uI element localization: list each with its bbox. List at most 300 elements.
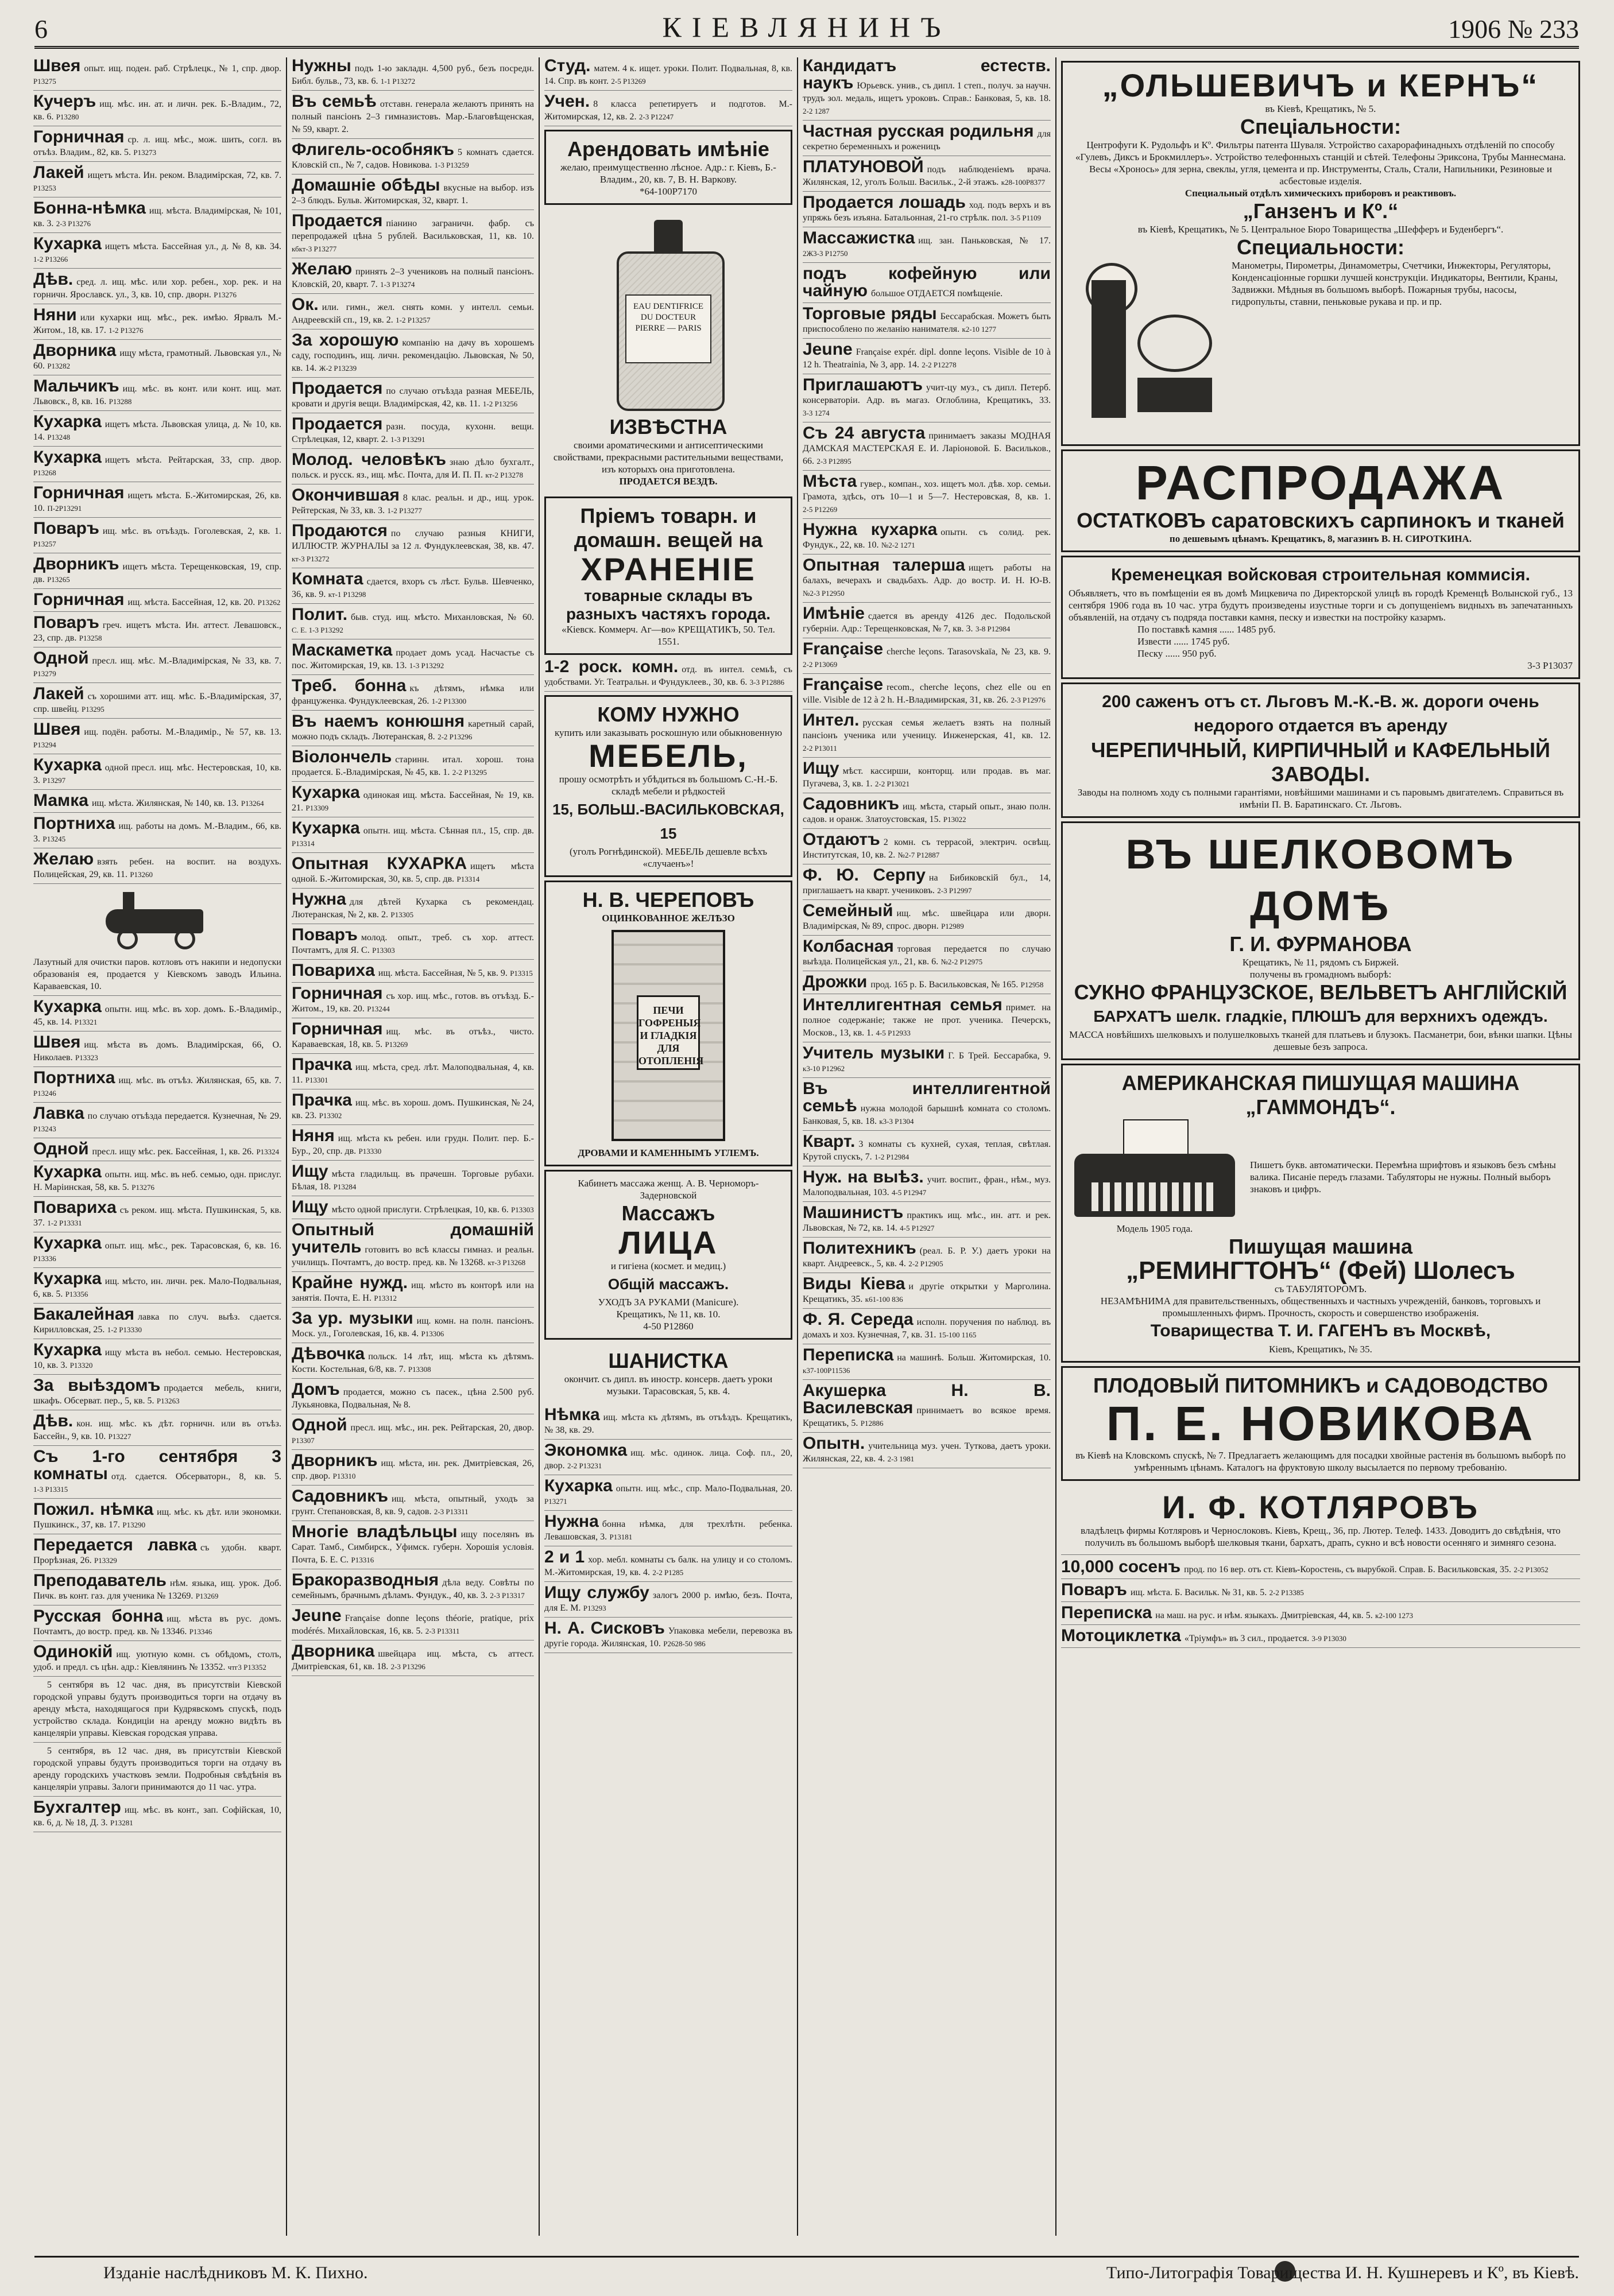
classified-ad [292,212,534,258]
ad-lead: Мотоциклетка [1061,1626,1181,1645]
ad-lead: Переписка [803,1345,894,1364]
column-5 [1056,57,1585,2236]
ad-lead: Учен. [544,92,590,111]
ad-code: 1-2 Р13276 [109,326,144,335]
ad-lead: Прачка [292,1091,352,1110]
ad-code: 3-3 Р12886 [749,678,785,687]
ad-lead: Садовникъ [803,794,899,813]
ad-lead: Дѣвочка [292,1344,365,1363]
ad-code: Р13263 [156,1397,180,1405]
classified-ad [33,1572,281,1605]
ad-code: №2-2 Р12975 [940,957,983,966]
ad-lead: Повариха [33,1198,117,1217]
ad-text: Центрофуги К. Рудольфъ и Кº. Фильтры патента Шуваля. Устройство сахарорафинадныхъ отдѣленій по способу «Гулевъ, Диксъ и Брокмиллеръ». Устройство телефонныхъ станцій и сѣтей. Телефоны Эриксона, Трубы Маннесмана. Весы «Хронось» для зерна, свеклы, угля, цемента и пр. Инструменты, Сталь, Стали, Напильники, Резиновые и асбестовые изделія. [1075,139,1566,187]
ad-lead: Студ. [544,57,591,75]
ad-title: „Ганзенъ и Кº.“ [1243,199,1399,223]
ad-code: 2-2 Р13296 [438,732,473,741]
ad-body: ср. л. ищ. мѣс., мож. шить, согл. въ отъѣз. Владим., 82, кв. 5. [33,135,281,157]
page-number: 6 [34,14,48,44]
ad-text: прошу осмотрѣть и убѣдиться въ большомъ С.-Н.-Б. складѣ мебели и рѣдкостей [559,774,778,797]
ad-lead: Экономка [544,1441,628,1460]
classified-ad [803,305,1051,339]
ad-lead: Jeune [292,1606,342,1625]
ad-body: греч. ищетъ мѣста. Ин. аттест. Левашовск., 23, спр. дв. [33,620,281,643]
ad-body: съ хор. ищ. мѣс., готов. въ отъѣзд. Б.-Житом., 19, кв. 20. [292,991,534,1014]
ad-code: Р13309 [305,804,329,812]
ad-lead: Нужны [292,57,351,75]
ad-body: Лазутный для очистки паров. котловъ отъ накипи и недопуски образованія ея, продается у Кіевскомъ заводъ Ильина. Караваевская, 10. [33,957,281,991]
ad-code: Р13295 [82,705,104,713]
ad-code: 2-3 Р12895 [816,457,851,466]
ad-body: 2 комн. съ террасой, электрич. освѣщ. Институтская, 10, кв. 2. [803,837,1051,860]
ad-lead: подъ кофейную или чайную [803,264,1051,300]
classified-ad [33,1448,281,1499]
classified-ad [33,1643,281,1677]
ad-code: Р13308 [408,1365,431,1374]
classified-ad [292,606,534,639]
ad-lead: Виды Кіева [803,1274,905,1293]
ad-lead: Нужна [544,1512,599,1531]
ad-body: нужна молодой барышнѣ комната со столомъ. Банковая, 5, кв. 18. [803,1104,1051,1126]
classified-ad [292,451,534,484]
ad-code: 15-100 1165 [938,1331,977,1339]
ad-code: 3-3 Р13037 [1527,660,1573,671]
classified-ad [33,851,281,884]
ad-lead: Преподаватель [33,1571,167,1590]
ad-headline: И. Ф. КОТЛЯРОВЪ [1162,1489,1479,1525]
classified-ad [803,230,1051,263]
ad-body: на Бибиковскій бул., 14, приглашаетъ на кварт. учениковъ. [803,873,1051,895]
silk-house-ad [1061,821,1580,1060]
ad-body: ищ. мѣс. одинок. лица. Соф. пл., 20, двор. [544,1448,792,1471]
kotlyarov-ad [1061,1484,1580,1555]
ad-body: ищ. мѣста, ин. рек. Дмитріевская, 26, спр. двор. [292,1459,534,1481]
ad-code: Р13268 [33,468,56,477]
classified-ad [292,1523,534,1569]
ad-code: Р13320 [69,1361,93,1370]
ad-body: ищетъ мѣста. Ин. реком. Владимірская, 72, кв. 7. [87,170,281,180]
ad-code: 1-3 Р13315 [33,1485,68,1494]
ad-lead: Кухарка [33,997,102,1016]
ad-body: молод. опыт., треб. съ хор. аттест. Почтамтъ, для Я. С. [292,933,534,955]
ad-lead: Ок. [292,295,319,314]
classified-ad [292,642,534,675]
commission-ad [1061,556,1580,679]
ad-body: бонна нѣмка, для трехлѣтн. ребенка. Левашовская, 3. [544,1519,792,1542]
ad-body: ищ. мѣста. Бассейная, № 5, кв. 9. [378,968,508,978]
ad-code: Р13273 [133,148,157,157]
ad-code: Р13281 [110,1818,133,1827]
ad-code: №2-3 Р12950 [803,589,845,598]
boiler-cleaner-ad [33,889,281,996]
ad-lead: За хорошую [292,331,399,350]
ad-code: 2-2 Р12905 [908,1259,943,1268]
ad-code: 2Ж3-3 Р12750 [803,249,848,258]
ad-title: КОМУ НУЖНО [597,703,740,726]
classified-ad [803,158,1051,192]
ad-body: ищу поселянъ въ Сарат. Тамб., Симбирск., Уфимск. губерн. Хорошія условія. Почта, Б. Е. С. [292,1530,534,1565]
classified-ad [292,1643,534,1676]
classified-ad [292,962,534,983]
ad-lead: Française [803,675,884,694]
ad-lead: Горничная [33,590,125,609]
classified-ad [803,341,1051,374]
ad-body: на машинѣ. Больш. Житомирская, 10. [897,1353,1051,1363]
classified-ad [803,377,1051,422]
classified-ad [33,93,281,126]
ad-code: №2-7 Р12887 [897,851,940,859]
classified-ad [292,1274,534,1308]
ad-body: ищ. мѣста, сред. лѣт. Малоподвальная, 4, кв. 11. [292,1062,534,1085]
classified-ad [292,1310,534,1343]
ad-lead: Швея [33,720,81,739]
ad-lead: Кухарка [33,1340,102,1359]
ad-code: 2-5 Р12269 [803,505,838,514]
ad-body: дѣла веду. Совѣты по семейнымъ, брачнымъ дѣламъ. Фундук., 40, кв. 3. [292,1578,534,1600]
ad-lead: Поваръ [1061,1580,1127,1599]
ad-subtitle: Спеціальности: [1240,115,1401,138]
ad-body: мѣста гладильщ. въ прачешн. Торговые рубахи. Бѣлая, 18. [292,1169,534,1192]
ad-text: товарные склады въ разныхъ частяхъ города. [566,587,771,623]
ad-lead: Учитель музыки [803,1044,945,1062]
ad-lead: Няни [33,305,77,324]
ad-lead: Дворника [292,1642,375,1661]
ad-code: 4-5 Р12947 [891,1188,927,1197]
classified-ad [803,1240,1051,1273]
classified-ad [292,926,534,960]
ad-body: ищ. мѣс. швейцара или дворн. Владимірская, № 89, спрос. дворн. [803,909,1051,931]
ad-code: Р13302 [319,1111,342,1120]
ad-lead: Кухарка [33,448,102,467]
classified-ad [292,784,534,817]
ad-body: Française expér. dipl. donne leçons. Visible de 10 à 12 h. Theatrainia, № 3, арр. 14. [803,347,1051,370]
ad-body: по случаю разныя КНИГИ, ИЛЛЮСТР. ЖУРНАЛЫ за 12 л. Фундуклеевская, 38, кв. 47. [292,529,534,551]
classified-ad [33,591,281,612]
ad-lead: Мѣста [803,472,857,491]
classified-ad [292,1381,534,1414]
estate-rental-ad [544,130,792,205]
classified-ad [33,757,281,790]
ad-body: ищетъ мѣста. Терещенковская, 19, спр. дв. [33,562,281,584]
ad-text: БАРХАТЪ шелк. гладкіе, ПЛЮШЪ для верхнихъ одеждъ. [1093,1007,1548,1025]
classified-ad [33,1799,281,1832]
ad-lead: Пожил. нѣмка [33,1500,154,1519]
ad-text: ДРОВАМИ И КАМЕННЫМЪ УГЛЕМЪ. [578,1147,759,1158]
ad-lead: 2 и 1 [544,1548,585,1566]
ad-body: ищ. подён. работы. М.-Владимір., № 57, кв. 13. [84,727,281,737]
ad-body: ищ. мѣс. въ отъѣздъ. Гоголевская, 2, кв. 1. [102,526,281,536]
ad-body: ищетъ мѣста. Львовская улица, д. № 10, кв. 14. [33,420,281,442]
ad-body: 3 комнаты съ кухней, сухая, теплая, свѣтлая. Крутой спускъ, 7. [803,1139,1051,1162]
ad-lead: Дрожки [803,972,868,991]
ad-body: пресл. ищ. мѣс. М.-Владимірская, № 33, кв. 7. [92,656,281,666]
column-4 [798,57,1056,2236]
ad-title: Кременецкая войсковая строительная коммисія. [1111,565,1530,584]
column-1 [29,57,287,2236]
ad-code: 4-50 Р12860 [643,1321,694,1332]
ad-body: готовитъ во всѣ классы гимназ. и реальн. училищъ. Почтамтъ, до востр. пред. кв. № 13268. [292,1245,534,1267]
stove-door-label: ПЕЧИ ГОФРЕНЫЯ И ГЛАДКІЯ ДЛЯ ОТОПЛЕНІЯ [637,995,700,1070]
ad-code: Р13346 [189,1627,212,1636]
ad-lead: Кухарка [292,819,360,837]
stove-illustration [611,930,725,1141]
ad-body: ищ. мѣс. къ дѣт. или экономки. Пушкинск., 37, кв. 17. [33,1507,281,1530]
ad-lead: Мальчикъ [33,377,119,395]
ad-body: компанію на дачу въ хорошемъ саду, господинъ, ищ. личн. рекомендацію. Львовская, № 50, кв. 14. [292,338,534,373]
classified-ad [33,1270,281,1304]
ad-code: Р13260 [130,870,153,879]
ad-body: отд. сдается. Обсерваторн., 8, кв. 5. [111,1472,281,1481]
ad-code: 1-2 Р13257 [396,316,431,324]
ad-title: Г. И. ФУРМАНОВА [1229,932,1412,956]
classified-ad [292,571,534,604]
classified-ad [33,650,281,683]
music-teacher-ad [544,1343,792,1403]
ad-body: (реал. Б. Р. У.) даетъ уроки на кварт. Андреевск., 5, кв. 4. [803,1246,1051,1269]
ad-body: ищ. работы на домъ. М.-Владим., 66, кв. 3. [33,821,281,844]
classified-ad [803,1080,1051,1131]
ad-code: 2-3 Р12247 [638,113,674,121]
hammond-typewriter-ad [1061,1064,1580,1363]
ad-body: подъ наблюденіемъ врача. Жилянская, 12, уголъ Больш. Васильк., 2-й этажъ. [803,165,1051,187]
ad-body: отд. въ интел. семьѣ, съ удобствами. Уг. Театральн. и Фундуклеев., 30, кв. 6. [544,665,792,687]
classified-ad [803,902,1051,936]
ad-body: для секретно беременныхъ и роженицъ [803,129,1051,152]
ad-code: 3-3 1274 [803,409,830,417]
ad-code: 2-2 Р1285 [652,1568,684,1577]
ad-code: к3-10 Р12962 [803,1064,845,1073]
ad-body: сред. л. ищ. мѣс. или хор. ребен., хор. рек. и на горничн. Ярославск. ул., 3, кв. 10, спр. дворн. [33,277,281,300]
ad-code: Р13312 [374,1294,397,1302]
dentifrice-ad [544,208,792,493]
ad-body: каретный сарай, можно подъ складъ. Лютеранская, 8. [292,719,534,742]
ad-body: продается мебель, книги, шкафъ. Обсерват. пер., 5, кв. 5. [33,1383,282,1406]
olshevich-kern-ad [1061,61,1580,446]
classified-ad [803,867,1051,900]
classified-ad [292,1092,534,1125]
typewriter-illustration [1069,1119,1241,1223]
ad-body: «Тріумфъ» въ 3 сил., продается. [1184,1634,1310,1643]
printer: Типо-Литографія Товарищества И. Н. Кушнеревъ и Кº, въ Кіевѣ. [1106,2263,1579,2282]
ad-body: ищ. мѣс. ин. ат. и личн. рек. Б.-Владим., 72, кв. 6. [33,99,281,122]
classified-ad [803,1045,1051,1078]
classified-ad [33,413,281,447]
classified-ad [803,605,1051,638]
ad-body: принимаетъ заказы МОДНАЯ ДАМСКАЯ МАСТЕРСКАЯ Е. И. Ларіоновой. Б. Васильков., 66. [803,431,1051,466]
ad-code: к37-100Р11536 [803,1366,850,1375]
ad-code: 1-3 Р13259 [434,161,469,169]
notice-paragraph: 5 сентября въ 12 час. дня, въ присутствіи Кіевской городской управы будутъ производиться торги на отдачу въ аренду мѣста, находящагося при Кудрявскомъ спускѣ, подъ устройство склада. Кондиціи на аренду можно видѣть въ канцеляріи управы. Кіевская городская управа. [33,1679,281,1743]
classified-ad [292,985,534,1018]
ad-lead: Дворника [33,341,117,360]
classified-ad [292,380,534,413]
classified-ad [292,93,534,139]
classified-ad [33,1501,281,1534]
classified-ad [33,1413,281,1446]
ad-headline: „ГАММОНДЪ“. [1245,1095,1396,1119]
classified-ad [33,1306,281,1339]
ad-lead: Окончившая [292,486,400,505]
ad-lead: Нѣмка [544,1405,600,1424]
ad-body: ищ. мѣста. Владимірская, № 101, кв. 3. [33,206,281,228]
ad-lead: Домашніе обѣды [292,176,440,195]
ad-text: желаю, преимущественно лѣсное. Адр.: г. Кіевъ, Б.-Владим., 20, кв. 7, В. Н. Варкову. [560,162,776,185]
classified-ad [33,721,281,754]
ad-body: ищу мѣста въ небол. семью. Нестеровская, 10, кв. 3. [33,1348,281,1370]
ad-lead: Нуж. на выѣз. [803,1168,924,1186]
ad-code: Р13022 [943,815,966,824]
commission-item: Песку ...... 950 руб. [1137,648,1217,659]
ad-title: Массажъ [621,1201,715,1225]
ad-code: Р13316 [351,1556,374,1564]
ad-title: ОСТАТКОВЪ саратовскихъ сарпинокъ и тканей [1077,509,1565,532]
ad-code: Р13271 [544,1497,567,1506]
ad-lead: Молод. человѣкъ [292,450,446,469]
ad-body: ищ. мѣста къ дѣтямъ, въ отъѣздъ. Крещатикъ, № 38, кв. 29. [544,1413,792,1435]
ad-lead: Полит. [292,605,348,624]
ad-body: сдается въ аренду 4126 дес. Подольской губерніи. Адр.: Терещенковская, № 7, кв. 3. [803,611,1051,634]
ad-code: Р13303 [372,946,395,955]
ad-lead: Горничная [292,984,383,1003]
ad-body: примет. на полное содержаніе; также не прот. ученика. Печерскъ, Москов., 13, кв. 1. [803,1003,1051,1038]
ad-code: 3-5 Р1109 [1010,214,1042,222]
ad-lead: Интел. [803,711,860,730]
ad-body: cherche leçons. Tarasovskaïa, № 23, кв. 9. [887,647,1051,657]
ad-subtitle: Специальности: [1236,235,1405,259]
ad-lead: Торговые ряды [803,304,937,323]
ad-body: ищ. мѣсто, ин. личн. рек. Мало-Подвальная, 6, кв. 5. [33,1277,281,1299]
ad-headline: П. Е. НОВИКОВА [1106,1397,1535,1450]
ad-code: Р13264 [241,799,264,808]
ad-body: принять 2–3 учениковъ на полный пансіонъ. Кловскій, 20, кварт. 7. [292,267,534,289]
ad-body: сдается, вхоръ съ лѣст. Бульв. Шевченко, 36, кв. 9. [292,577,534,599]
notice-paragraph: 5 сентября, въ 12 час. дня, въ присутствіи Кіевской городской управы будутъ производиться торги на отдачу въ аренду городскихъ участковъ земли. Подробныя свѣдѣнія въ канцеляріи управы. Залоги принимаются до 11 час. утра. [33,1745,281,1797]
ad-body: ищ. комн. на полн. пансіонъ. Моск. ул., Гоголевская, 16, кв. 4. [292,1316,534,1339]
ad-body: Юрьевск. унив., съ дипл. 1 степ., получ. за научн. трудъ зол. медаль, ищетъ уроковъ. Справ.: Банковая, 5, кв. 18. [803,81,1051,103]
ad-lead: Лавка [33,1104,84,1123]
classified-ad [803,194,1051,227]
classified-ad [292,1345,534,1379]
ad-code: к2-10 1277 [962,325,996,333]
classified-ad [33,57,281,91]
ad-code: 3-8 Р12984 [975,625,1011,633]
bottle-illustration [605,220,731,409]
ad-lead: Дѣв. [33,270,73,289]
classified-ad [33,1377,281,1410]
ad-lead: Одной [33,649,89,668]
ad-text: Пишетъ букв. автоматически. Перемѣна шрифтовъ и языковъ безъ смѣны валика. Писаніе передъ глазами. Табуляторы не нужны. Полный выборъ знаковъ и цифръ. [1250,1159,1556,1194]
classified-ad [803,1311,1051,1344]
ad-body: или кухарки ищ. мѣс., рек. имѣю. Ярвалъ М.-Житом., 18, кв. 17. [33,313,281,335]
ad-lead: Кухарка [33,755,102,774]
ad-code: 2-2 Р13011 [803,744,837,753]
ad-title: Арендовать имѣніе [567,137,769,161]
classified-ad [803,557,1051,603]
ad-code: *64-100Р7170 [639,186,698,197]
classified-ad [803,265,1051,303]
ad-text: Общій массажъ. [607,1275,729,1293]
classified-ad [292,1021,534,1054]
masthead: КІЕВЛЯНИНЪ [662,11,951,43]
ad-text: Манометры, Пирометры, Динамометры, Счетчики, Инжекторы, Регуляторы, Конденсаціонные горшки лучшей конструкціи. Индикаторы, Вентили, Краны, Задвижки. Мѣдныя въ большомъ выборѣ. Пожарныя трубы, насосы, гидропульты, ставни, пеньковые рукава и пр. и пр. [1232,260,1558,307]
ad-body: ищетъ мѣста одной. Б.-Житомирская, 30, кв. 5, спр. дв. [292,862,534,884]
ad-body: кон. ищ. мѣс. къ дѣт. горничн. или въ отъѣз. Бассейн., 9, кв. 10. [33,1419,281,1441]
ad-code: Р13276 [131,1183,154,1192]
ad-text: СУКНО ФРАНЦУЗСКОЕ, ВЕЛЬВЕТЪ АНГЛІЙСКІЙ [1074,980,1567,1004]
ad-body: ищ. мѣста. Бассейная, 12, кв. 20. [127,598,256,607]
ad-code: Р13246 [33,1089,56,1097]
ad-lead: Съ 24 августа [803,424,926,443]
ad-code: 3-9 Р13030 [1311,1634,1346,1643]
ad-code: 1-2 Р13266 [33,255,68,263]
ad-body: на маш. на рус. и нѣм. языкахъ. Дмитріевская, 44, кв. 5. [1155,1611,1373,1620]
classified-ad [33,307,281,340]
ad-code: Р13297 [42,776,66,785]
classified-ad [33,484,281,518]
ad-lead: Одной [33,1139,89,1158]
ad-code: С. Е. 1-3 Р13292 [292,626,343,634]
ad-lead: Кухарка [292,783,360,802]
ad-code: 4-5 Р12927 [900,1224,935,1232]
ad-text: окончит. съ дипл. въ иностр. консерв. даетъ уроки музыки. Тарасовская, 5, кв. 4. [564,1374,773,1397]
ad-lead: Маскаметка [292,641,393,660]
ad-code: П-2Р13291 [47,504,82,513]
ad-text: НЕЗАМѢНИМА для правительственныхъ, общественныхъ и частныхъ учрежденій, банковъ, торговыхъ и промышленныхъ фирмъ. Прочность, скорость и совершенство изображенія. [1100,1296,1541,1318]
ad-body: Бессарабская. Можетъ быть приспособлено по желанію нанимателя. [803,312,1051,334]
ad-lead: Кухарка [33,412,102,431]
publisher: Изданіе наслѣдниковъ М. К. Пихно. [103,2263,368,2282]
ad-lead: Продается [292,379,383,398]
ad-lead: Jeune [803,340,853,359]
classified-ad [33,1105,281,1138]
classified-ad [33,1341,281,1375]
classified-ad [803,425,1051,471]
classified-ad [292,296,534,329]
ad-headline: ЛИЦА [618,1224,718,1261]
ad-code: 2-3 Р13311 [434,1507,469,1516]
ad-address: Крещатикъ, № 11, кв. 10. [616,1309,721,1320]
classified-ad [292,748,534,782]
ad-lead: Бухгалтер [33,1798,121,1817]
ad-lead: Горничная [292,1019,383,1038]
ad-code: Р13269 [385,1040,408,1049]
ad-code: Р13282 [47,362,71,370]
ad-code: 2-2 1287 [803,107,830,115]
ad-code: 2-2 Р12278 [922,360,957,369]
ad-code: Р13314 [292,839,315,848]
ad-body: знаю дѣло бухгалт., польск. и русск. яз., ищ. мѣс. Почта, для И. П. П. [292,457,535,480]
ad-lead: Ищу [292,1197,328,1216]
ad-text: своими ароматическими и антисептическими свойствами, прекрасными растительными веществами, изъ которыхъ она приготовлена. [553,440,784,475]
ad-body: съ реком. ищ. мѣста. Пушкинская, 5, кв. 37. [33,1205,281,1228]
ad-code: Р13305 [390,910,414,919]
classified-ad [292,141,534,174]
ad-lead: 1-2 роск. комн. [544,657,679,676]
ad-code: №2-2 1271 [881,541,915,549]
ad-body: ищ. мѣста. Жилянская, № 140, кв. 13. [91,798,239,808]
classified-ad [33,1069,281,1103]
ad-code: кт-3 Р13268 [487,1258,526,1267]
ad-body: ищ. мѣста. Б. Васильк. № 31, кв. 5. [1130,1588,1267,1597]
classified-ad [33,792,281,813]
ad-lead: Швея [33,1033,81,1052]
ad-code: Р13265 [47,575,70,584]
ad-lead: Опытная талерша [803,556,965,575]
ad-lead: Горничная [33,483,125,502]
classified-ad [292,261,534,294]
ad-body: большое ОТДАЕТСЯ помѣщеніе. [870,289,1003,298]
ad-code: 2-3 Р13311 [425,1627,460,1635]
